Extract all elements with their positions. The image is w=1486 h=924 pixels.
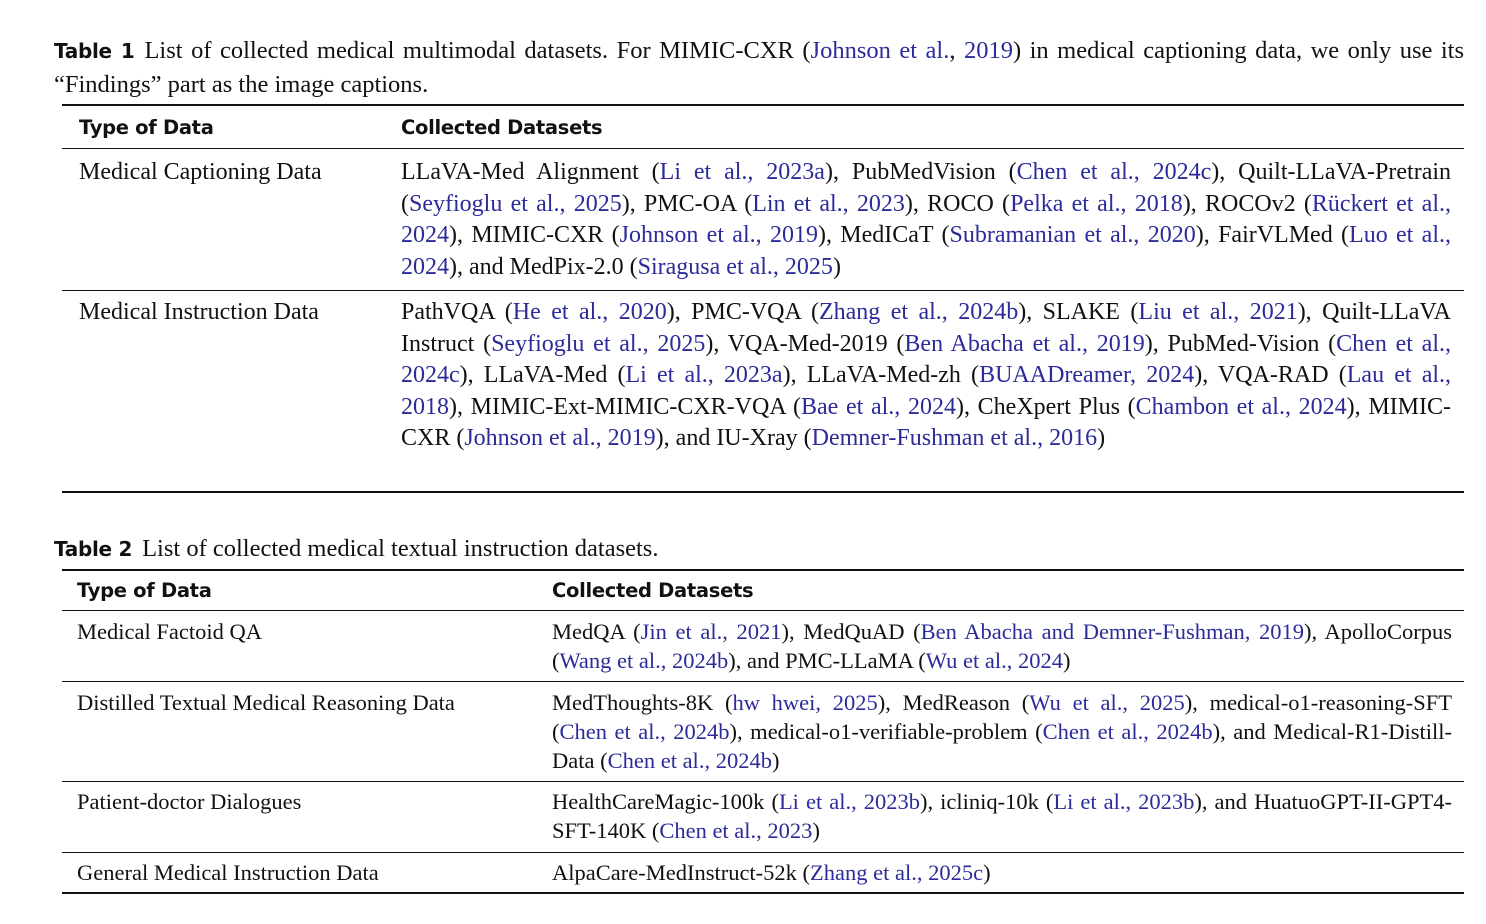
dataset-text: AlpaCare-MedInstruct-52k ( [552,860,811,885]
table2-row-type: Distilled Textual Medical Reasoning Data [77,690,455,715]
table2-label: Table 2 [54,537,133,561]
dataset-text: ) [812,818,820,843]
dataset-text: LLaVA-Med Alignment ( [401,159,660,185]
citation-link[interactable]: Liu et al., 2021 [1138,299,1298,325]
dataset-text: ), MedICaT ( [817,222,950,248]
table2-row-type: Patient-doctor Dialogues [77,789,302,814]
table1-row-datasets [401,297,1451,455]
table1-row-type: Medical Captioning Data [79,159,322,185]
table1-caption-text: List of collected medical multimodal datasets. For MIMIC-CXR ( [144,37,811,64]
table2-row-datasets [552,617,1452,675]
citation-link[interactable]: He et al., 2020 [512,299,667,325]
citation-link[interactable]: Lin et al., 2023 [752,190,905,217]
citation-link[interactable]: Luo et al., 2024 [401,222,1452,280]
table2-row-rule [62,781,1464,782]
citation-link[interactable]: Zhang et al., 2025c [810,860,984,885]
table2-top-rule [62,569,1464,571]
table1-top-rule [62,104,1464,106]
dataset-text: ), FairVLMed ( [1195,222,1350,248]
citation-link[interactable]: Li et al., 2023a [659,159,825,185]
dataset-text: ), and Medical-R1-Distill-Data ( [552,719,1452,773]
dataset-text: ), SLAKE ( [1018,299,1139,325]
citation-link[interactable]: Seyfioglu et al., 2025 [491,330,706,357]
dataset-text: ), medical-o1-reasoning-SFT ( [552,690,1453,744]
dataset-text: ), and PMC-LLaMA ( [728,648,926,673]
table1-label: Table 1 [54,39,135,63]
table1-row-datasets [401,157,1451,283]
citation-link[interactable]: Chen et al., 2024c [401,330,1451,388]
citation-link[interactable]: Johnson et al., 2019 [619,222,818,248]
table1-row-type: Medical Instruction Data [79,299,319,325]
dataset-text: ), PubMedVision ( [824,159,1017,185]
dataset-text: ) [983,860,991,885]
citation-link[interactable]: Bae et al., 2024 [801,393,956,420]
table1-caption-citation[interactable]: Johnson et al., 2019 [810,37,1013,64]
citation-link[interactable]: Seyfioglu et al., 2025 [409,190,622,217]
table2-row-rule [62,681,1464,682]
table2-caption [54,532,1464,566]
table2-row-type: Medical Factoid QA [77,619,262,644]
citation-link[interactable]: Ben Abacha and Demner-Fushman, 2019 [920,619,1304,644]
dataset-text: ), MedQuAD ( [781,619,921,644]
citation-link[interactable]: Wang et al., 2024b [559,648,729,673]
dataset-text: ), ROCO ( [904,190,1011,217]
citation-link[interactable]: Chen et al., 2024b [607,748,772,773]
dataset-text: ), and IU-Xray ( [655,425,812,451]
table1-header-datasets: Collected Datasets [401,116,603,139]
table2-header-rule [62,610,1464,611]
citation-link[interactable]: Zhang et al., 2024b [818,299,1019,325]
dataset-text: ), Quilt-LLaVA-Pretrain ( [401,159,1452,217]
table2-row-datasets [552,858,1452,887]
dataset-text: PathVQA ( [401,299,513,325]
citation-link[interactable]: Wu et al., 2025 [1029,690,1185,715]
dataset-text: ), VQA-RAD ( [1194,362,1347,388]
table1-header-type: Type of Data [79,116,214,139]
dataset-text: ), medical-o1-verifiable-problem ( [729,719,1043,744]
dataset-text: ), ROCOv2 ( [1182,190,1312,217]
table2-row-rule [62,852,1464,853]
table2-row-datasets [552,787,1452,845]
citation-link[interactable]: Li et al., 2023b [1053,789,1195,814]
dataset-text: ), Quilt-LLaVA Instruct ( [401,299,1451,357]
citation-link[interactable]: Chambon et al., 2024 [1135,393,1347,420]
dataset-text: ) [1062,648,1071,673]
citation-link[interactable]: Siragusa et al., 2025 [637,253,833,280]
dataset-text: ), ApolloCorpus ( [552,619,1452,673]
table2-caption-text: List of collected medical textual instruction datasets. [142,535,659,562]
citation-link[interactable]: Johnson et al., 2019 [464,425,656,451]
table2-row-type: General Medical Instruction Data [77,860,379,885]
table1-row-rule [62,290,1464,291]
dataset-text: ), PMC-VQA ( [666,299,819,325]
citation-link[interactable]: Chen et al., 2024b [1042,719,1213,744]
citation-link[interactable]: Jin et al., 2021 [640,619,782,644]
citation-link[interactable]: Chen et al., 2024c [1016,159,1212,185]
citation-link[interactable]: Wu et al., 2024 [925,648,1063,673]
dataset-text: ), icliniq-10k ( [919,789,1054,814]
dataset-text: ) [771,748,780,773]
citation-link[interactable]: Lau et al., 2018 [401,362,1452,420]
dataset-text: ), MedReason ( [877,690,1030,715]
table2-header-type: Type of Data [77,579,212,602]
dataset-text: ), and MedPix-2.0 ( [449,253,638,280]
table2-bottom-rule [62,892,1464,894]
dataset-text: ) [832,253,841,280]
dataset-text: ), MIMIC-CXR ( [401,393,1451,451]
table2-header-datasets: Collected Datasets [552,579,754,602]
table1-bottom-rule [62,491,1464,493]
dataset-text: ), PMC-OA ( [621,190,753,217]
dataset-text: HealthCareMagic-100k ( [552,789,779,814]
citation-link[interactable]: hw hwei, 2025 [732,690,878,715]
table1-header-rule [62,148,1464,149]
citation-link[interactable]: Ben Abacha et al., 2019 [904,330,1145,357]
dataset-text: ), VQA-Med-2019 ( [705,330,905,357]
citation-link[interactable]: Subramanian et al., 2020 [949,222,1196,248]
citation-link[interactable]: Chen et al., 2023 [659,818,813,843]
citation-link[interactable]: Pelka et al., 2018 [1010,190,1183,217]
dataset-text: ) [1097,425,1106,451]
table1-caption: Table 1 List of collected medical multimodal datasets. For MIMIC-CXR (Johnson et al., 2019) in medical captioning data, we only use its “Findings” part as the image captions. [54,37,1464,98]
dataset-text: ), LLaVA-Med-zh ( [782,362,980,388]
dataset-text: MedQA ( [552,619,641,644]
dataset-text: ), MIMIC-Ext-MIMIC-CXR-VQA ( [449,393,801,420]
citation-link[interactable]: Li et al., 2023a [625,362,783,388]
citation-link[interactable]: Chen et al., 2024b [559,719,730,744]
dataset-text: ), CheXpert Plus ( [955,393,1136,420]
dataset-text: ), LLaVA-Med ( [459,362,626,388]
citation-link[interactable]: BUAADreamer, 2024 [979,362,1195,388]
citation-link[interactable]: Demner-Fushman et al., 2016 [811,425,1098,451]
table2-row-datasets [552,688,1452,775]
citation-link[interactable]: Li et al., 2023b [778,789,920,814]
dataset-text: MedThoughts-8K ( [552,690,733,715]
dataset-text: ), and HuatuoGPT-II-GPT4-SFT-140K ( [552,789,1452,843]
dataset-text: ), PubMed-Vision ( [1144,330,1337,357]
citation-link[interactable]: Rückert et al., 2024 [401,190,1452,248]
dataset-text: ), MIMIC-CXR ( [449,222,620,248]
